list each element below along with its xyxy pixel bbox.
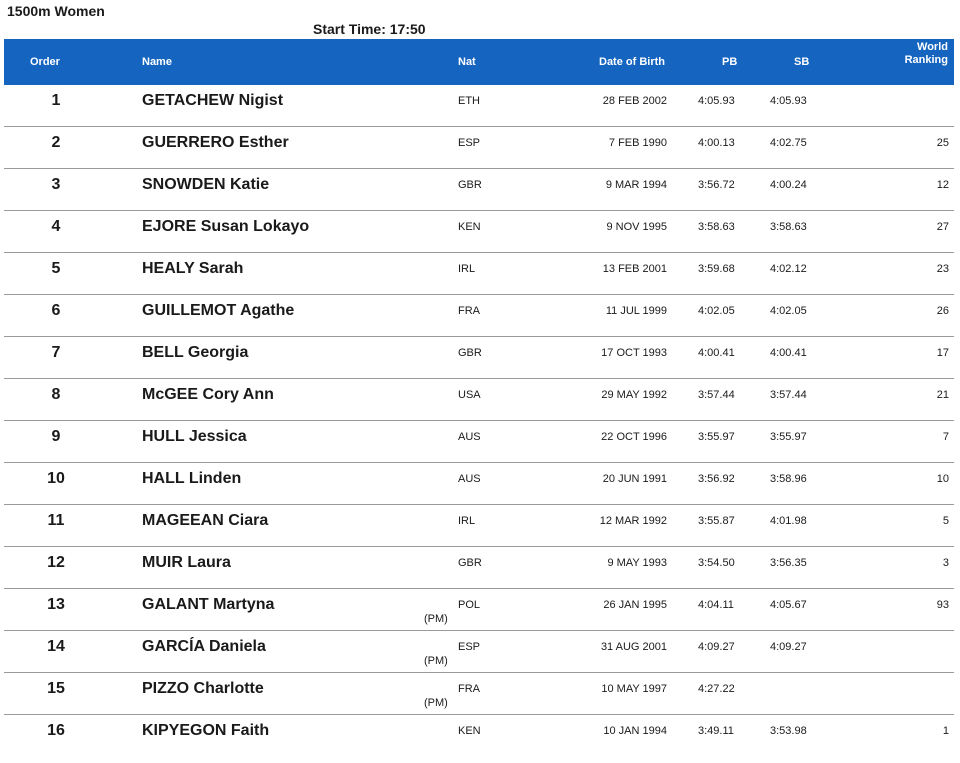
athlete-name: GALANT Martyna [142, 596, 275, 613]
athlete-nationality: KEN [458, 725, 481, 737]
athlete-order: 8 [51, 386, 61, 403]
athlete-name: BELL Georgia [142, 344, 249, 361]
athlete-world-ranking: 5 [942, 515, 949, 527]
athlete-name: KIPYEGON Faith [142, 722, 270, 739]
athlete-sb: 4:05.67 [770, 599, 807, 611]
athlete-name: SNOWDEN Katie [142, 176, 270, 193]
world-ranking-line1: World [917, 41, 948, 53]
table-row [4, 421, 954, 463]
athlete-pb: 3:54.50 [698, 557, 735, 569]
athlete-nationality: GBR [458, 347, 482, 359]
athlete-order: 12 [47, 554, 65, 571]
athlete-dob: 9 MAY 1993 [607, 557, 667, 569]
athlete-sb: 4:00.24 [770, 179, 807, 191]
athlete-sb: 3:58.96 [770, 473, 807, 485]
athlete-order: 5 [51, 260, 61, 277]
athlete-order: 3 [51, 176, 61, 193]
athlete-sb: 4:02.75 [770, 137, 807, 149]
athlete-name: EJORE Susan Lokayo [142, 218, 310, 235]
athlete-dob: 9 MAR 1994 [605, 179, 667, 191]
athlete-nationality: POL [458, 599, 481, 611]
athlete-dob: 13 FEB 2001 [602, 263, 667, 275]
athlete-world-ranking: 17 [936, 347, 949, 359]
athlete-world-ranking: 3 [942, 557, 949, 569]
athlete-pb: 3:55.87 [698, 515, 735, 527]
athlete-nationality: AUS [458, 473, 481, 485]
table-row [4, 505, 954, 547]
column-header-pb: PB [722, 56, 738, 68]
table-row [4, 589, 954, 631]
start-list [4, 85, 954, 756]
athlete-nationality: FRA [458, 683, 480, 695]
athlete-order: 7 [51, 344, 61, 361]
athlete-dob: 20 JUN 1991 [602, 473, 667, 485]
table-row [4, 253, 954, 295]
athlete-nationality: AUS [458, 431, 481, 443]
start-time: Start Time: 17:50 [313, 21, 426, 37]
athlete-name: MUIR Laura [142, 554, 231, 571]
athlete-world-ranking: 10 [936, 473, 949, 485]
athlete-name: PIZZO Charlotte [142, 680, 264, 697]
table-header [4, 39, 954, 85]
column-header-nat: Nat [458, 56, 476, 68]
column-header-name: Name [142, 56, 172, 68]
athlete-name: GARCÍA Daniela [142, 638, 266, 655]
athlete-pb: 4:02.05 [698, 305, 735, 317]
athlete-dob: 28 FEB 2002 [602, 95, 667, 107]
athlete-sb: 3:53.98 [770, 725, 807, 737]
table-row [4, 169, 954, 211]
athlete-sb: 4:02.05 [770, 305, 807, 317]
athlete-order: 10 [47, 470, 65, 487]
table-row [4, 715, 954, 756]
athlete-nationality: KEN [458, 221, 481, 233]
athlete-order: 16 [47, 722, 65, 739]
athlete-dob: 29 MAY 1992 [601, 389, 667, 401]
athlete-dob: 11 JUL 1999 [605, 305, 667, 317]
table-row [4, 295, 954, 337]
pacemaker-tag: (PM) [424, 613, 448, 625]
athlete-nationality: USA [458, 389, 481, 401]
table-row [4, 631, 954, 673]
athlete-dob: 9 NOV 1995 [606, 221, 667, 233]
athlete-order: 15 [47, 680, 65, 697]
athlete-name: GUILLEMOT Agathe [142, 302, 295, 319]
athlete-name: HEALY Sarah [142, 260, 244, 277]
athlete-name: McGEE Cory Ann [142, 386, 274, 403]
pacemaker-tag: (PM) [424, 655, 448, 667]
athlete-dob: 7 FEB 1990 [608, 137, 667, 149]
athlete-pb: 4:00.13 [698, 137, 735, 149]
athlete-pb: 3:49.11 [698, 725, 734, 737]
table-row [4, 337, 954, 379]
athlete-pb: 4:27.22 [698, 683, 735, 695]
table-row [4, 547, 954, 589]
athlete-pb: 4:09.27 [698, 641, 735, 653]
athlete-world-ranking: 27 [936, 221, 949, 233]
table-row [4, 673, 954, 715]
table-row [4, 211, 954, 253]
athlete-dob: 17 OCT 1993 [601, 347, 667, 359]
athlete-order: 4 [51, 218, 61, 235]
column-header-order: Order [30, 56, 60, 68]
athlete-dob: 31 AUG 2001 [600, 641, 667, 653]
athlete-world-ranking: 1 [942, 725, 949, 737]
athlete-sb: 3:56.35 [770, 557, 807, 569]
athlete-order: 1 [51, 92, 61, 109]
athlete-dob: 12 MAR 1992 [599, 515, 667, 527]
athlete-sb: 3:58.63 [770, 221, 807, 233]
table-row [4, 463, 954, 505]
athlete-nationality: GBR [458, 557, 482, 569]
athlete-nationality: ESP [458, 137, 481, 149]
athlete-order: 14 [47, 638, 65, 655]
athlete-dob: 10 MAY 1997 [601, 683, 667, 695]
athlete-world-ranking: 25 [936, 137, 949, 149]
athlete-sb: 4:09.27 [770, 641, 807, 653]
athlete-pb: 4:05.93 [698, 95, 735, 107]
athlete-order: 6 [51, 302, 61, 319]
table-row [4, 85, 954, 127]
athlete-world-ranking: 93 [936, 599, 949, 611]
athlete-sb: 4:05.93 [770, 95, 807, 107]
athlete-order: 9 [51, 428, 61, 445]
event-title: 1500m Women [7, 3, 105, 19]
athlete-nationality: GBR [458, 179, 482, 191]
athlete-name: GUERRERO Esther [142, 134, 289, 151]
athlete-nationality: ETH [458, 95, 480, 107]
athlete-name: GETACHEW Nigist [142, 92, 284, 109]
athlete-pb: 3:56.72 [698, 179, 735, 191]
athlete-order: 2 [51, 134, 61, 151]
athlete-sb: 4:01.98 [770, 515, 807, 527]
athlete-pb: 3:56.92 [698, 473, 735, 485]
athlete-world-ranking: 21 [936, 389, 949, 401]
athlete-world-ranking: 23 [936, 263, 949, 275]
athlete-order: 13 [47, 596, 65, 613]
athlete-pb: 3:57.44 [698, 389, 735, 401]
athlete-nationality: FRA [458, 305, 480, 317]
athlete-name: HULL Jessica [142, 428, 247, 445]
column-header-world-ranking [905, 41, 948, 67]
athlete-pb: 4:04.11 [698, 599, 734, 611]
athlete-world-ranking: 12 [936, 179, 949, 191]
athlete-nationality: ESP [458, 641, 481, 653]
world-ranking-line2: Ranking [904, 54, 948, 66]
athlete-dob: 10 JAN 1994 [603, 725, 667, 737]
athlete-dob: 22 OCT 1996 [601, 431, 667, 443]
column-header-sb: SB [794, 56, 810, 68]
column-header-dob: Date of Birth [599, 56, 665, 68]
table-row [4, 127, 954, 169]
athlete-dob: 26 JAN 1995 [603, 599, 667, 611]
athlete-sb: 4:02.12 [770, 263, 807, 275]
athlete-name: HALL Linden [142, 470, 242, 487]
athlete-name: MAGEEAN Ciara [142, 512, 269, 529]
athlete-pb: 3:55.97 [698, 431, 735, 443]
athlete-pb: 4:00.41 [698, 347, 735, 359]
athlete-pb: 3:58.63 [698, 221, 735, 233]
athlete-world-ranking: 26 [936, 305, 949, 317]
athlete-sb: 4:00.41 [770, 347, 807, 359]
athlete-sb: 3:57.44 [770, 389, 807, 401]
athlete-nationality: IRL [458, 263, 476, 275]
table-row [4, 379, 954, 421]
athlete-world-ranking: 7 [942, 431, 949, 443]
pacemaker-tag: (PM) [424, 697, 448, 709]
athlete-nationality: IRL [458, 515, 476, 527]
athlete-order: 11 [47, 512, 65, 529]
athlete-sb: 3:55.97 [770, 431, 807, 443]
athlete-pb: 3:59.68 [698, 263, 735, 275]
